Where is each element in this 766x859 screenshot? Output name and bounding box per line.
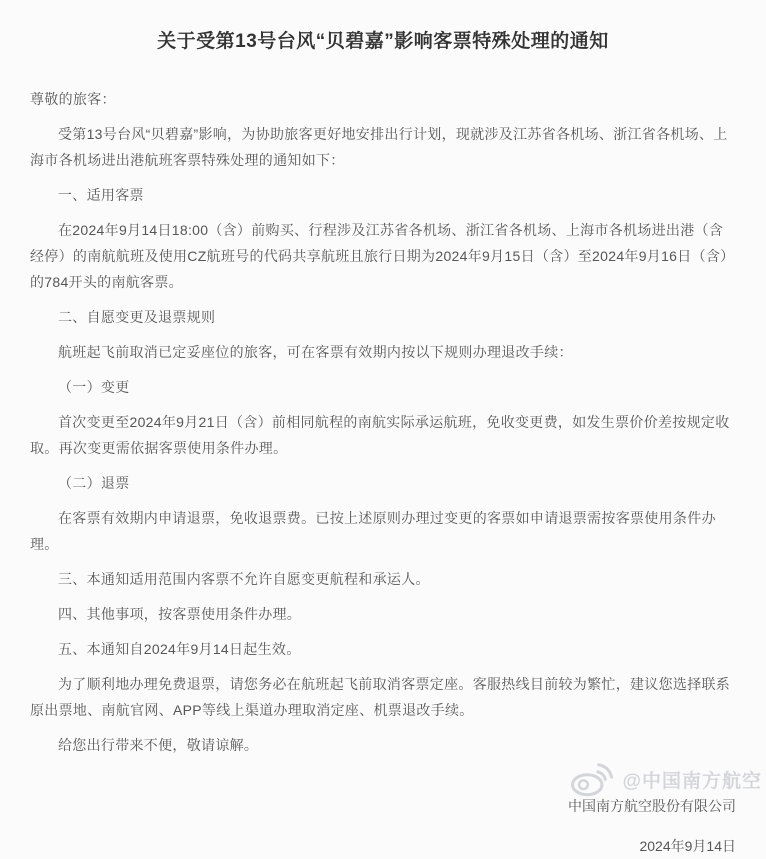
salutation: 尊敬的旅客： bbox=[30, 91, 116, 107]
footer-date: 2024年9月14日 bbox=[639, 838, 736, 854]
notice-paragraph-intro: 受第13号台风“贝碧嘉”影响，为协助旅客更好地安排出行计划，现就涉及江苏省各机场、浙江省各机场、上海市各机场进出港航班客票特殊处理的通知如下： bbox=[30, 126, 728, 168]
watermark-handle: @中国南方航空 bbox=[622, 770, 762, 792]
section-heading-2: 二、自愿变更及退票规则 bbox=[58, 309, 216, 325]
page-title: 关于受第13号台风“贝碧嘉”影响客票特殊处理的通知 bbox=[157, 31, 609, 52]
notice-paragraph-change-rule: 首次变更至2024年9月21日（含）前相同航程的南航实际承运航班，免收变更费，如发生票价价差按规定收取。再次变更需依据客票使用条件办理。 bbox=[30, 414, 730, 456]
subsection-heading-refund: （二）退票 bbox=[58, 475, 130, 491]
section-heading-4: 四、其他事项，按客票使用条件办理。 bbox=[58, 606, 302, 622]
section-heading-5: 五、本通知自2024年9月14日起生效。 bbox=[58, 641, 301, 657]
subsection-heading-change: （一）变更 bbox=[58, 379, 130, 395]
footer-company-name: 中国南方航空股份有限公司 bbox=[568, 798, 736, 814]
notice-paragraph-advice: 为了顺利地办理免费退票，请您务必在航班起飞前取消客票定座。客服热线目前较为繁忙，建议您选择联系原出票地、南航官网、APP等线上渠道办理取消定座、机票退改手续。 bbox=[30, 676, 731, 718]
notice-paragraph-rules-intro: 航班起飞前取消已定妥座位的旅客，可在客票有效期内按以下规则办理退改手续： bbox=[58, 344, 573, 360]
section-heading-1: 一、适用客票 bbox=[58, 187, 144, 203]
section-heading-3: 三、本通知适用范围内客票不允许自愿变更航程和承运人。 bbox=[58, 571, 430, 587]
notice-paragraph-refund-rule: 在客票有效期内申请退票，免收退票费。已按上述原则办理过变更的客票如申请退票需按客票使用条件办理。 bbox=[30, 510, 716, 552]
notice-paragraph-apology: 给您出行带来不便，敬请谅解。 bbox=[58, 737, 259, 753]
notice-paragraph-applicable-tickets: 在2024年9月14日18:00（含）前购买、行程涉及江苏省各机场、浙江省各机场、上海市各机场进出港（含经停）的南航航班及使用CZ航班号的代码共享航班且旅行日期为2024年9月15日（含）至2024年9月16日（含）的784开头的南航客票。 bbox=[30, 222, 735, 290]
